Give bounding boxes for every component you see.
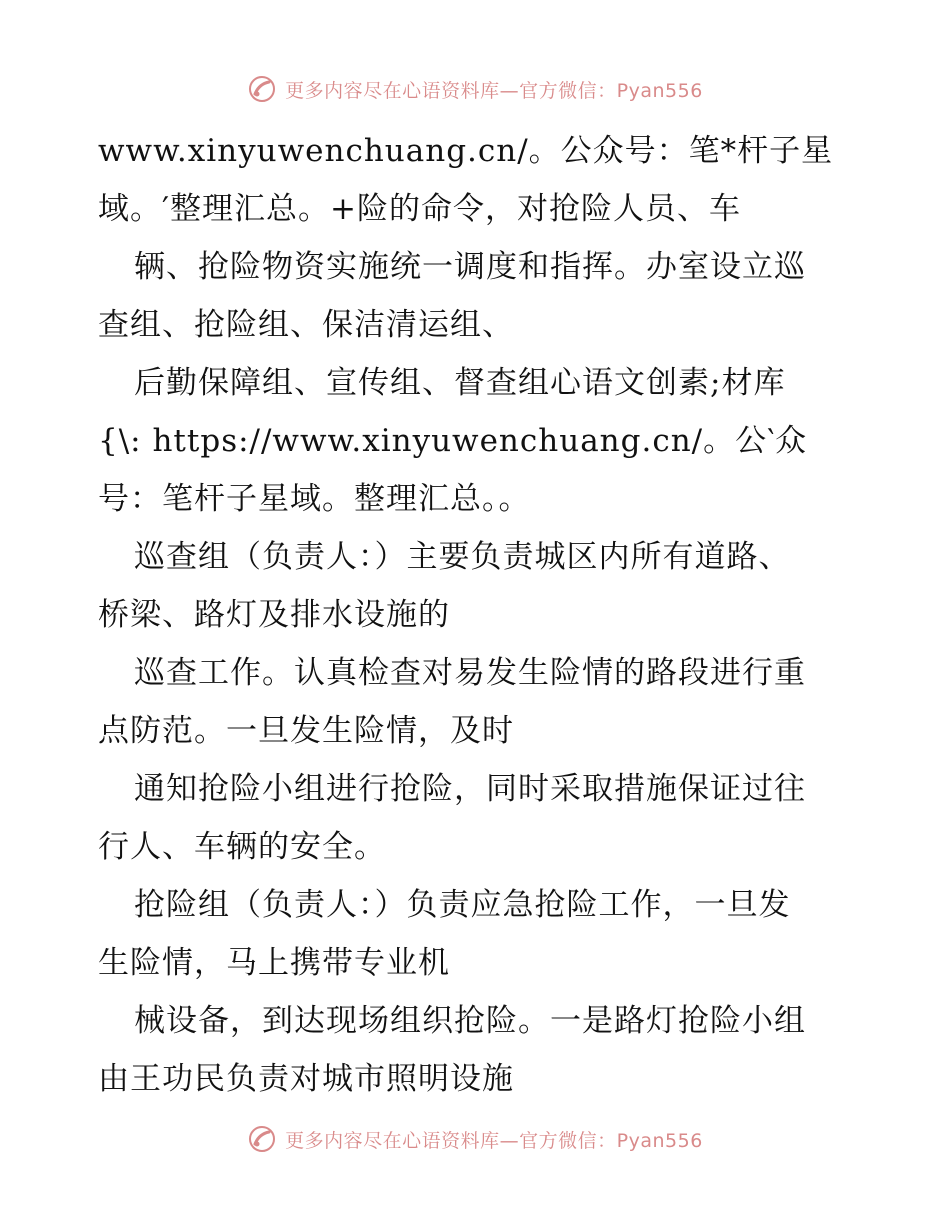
- body-line: 点防范。一旦发生险情，及时: [98, 713, 514, 749]
- body-line: www.xinyuwenchuang.cn/。公众号：笔*杆子星: [98, 133, 834, 169]
- body-text: [98, 122, 858, 1108]
- body-line: 辆、抢险物资实施统一调度和指挥。办室设立巡: [134, 249, 806, 285]
- body-line: 查组、抢险组、保洁清运组、: [98, 307, 514, 343]
- body-line: 巡查工作。认真检查对易发生险情的路段进行重: [134, 655, 806, 691]
- footer-banner-text: 更多内容尽在心语资料库—官方微信：Pyan556: [285, 1129, 703, 1152]
- body-line: 生险情，马上携带专业机: [98, 945, 450, 981]
- body-line: 后勤保障组、宣传组、督查组心语文创素;材库: [134, 365, 786, 401]
- brush-logo-icon: [247, 1124, 277, 1154]
- body-line: 桥梁、路灯及排水设施的: [98, 597, 450, 633]
- body-line: 行人、车辆的安全。: [98, 829, 386, 865]
- brush-logo-icon: [247, 74, 277, 104]
- header-banner-text: 更多内容尽在心语资料库—官方微信：Pyan556: [285, 79, 703, 102]
- body-line: 抢险组（负责人：）负责应急抢险工作，一旦发: [134, 887, 791, 923]
- body-line: 号：笔杆子星域。整理汇总。。: [98, 481, 531, 517]
- body-line: 械设备，到达现场组织抢险。一是路灯抢险小组: [134, 1003, 806, 1039]
- body-line: 域。′整理汇总。+险的命令，对抢险人员、车: [98, 191, 742, 227]
- header-banner: [0, 74, 950, 104]
- body-line: {\: https://www.xinyuwenchuang.cn/。公‵众: [98, 423, 808, 459]
- footer-banner: [0, 1124, 950, 1154]
- body-line: 通知抢险小组进行抢险，同时采取措施保证过往: [134, 771, 806, 807]
- body-line: 由王功民负责对城市照明设施: [98, 1061, 514, 1097]
- body-line: 巡查组（负责人：）主要负责城区内所有道路、: [134, 539, 791, 575]
